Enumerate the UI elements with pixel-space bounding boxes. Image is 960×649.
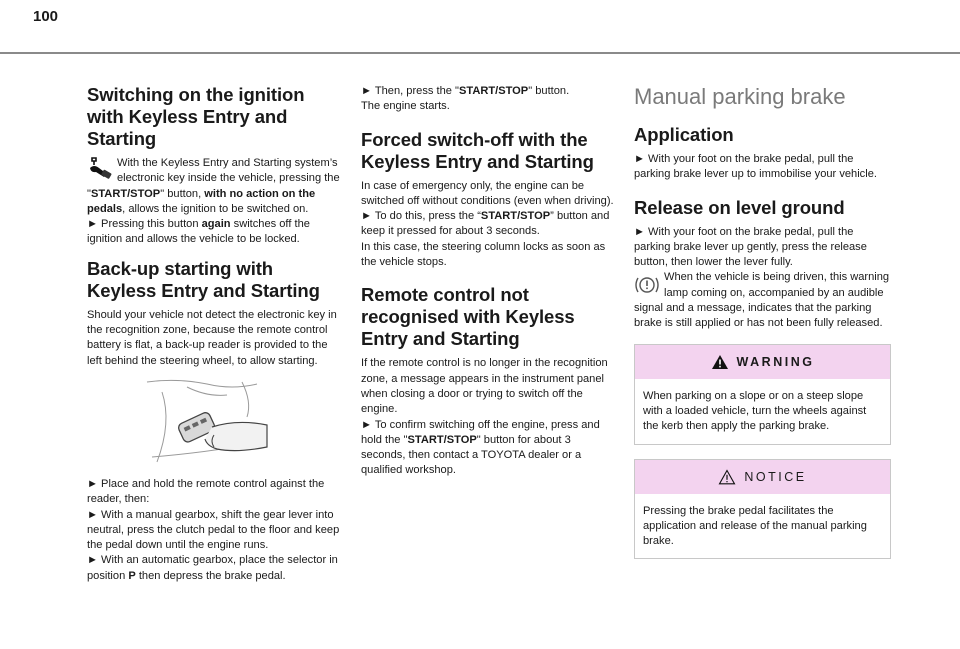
- section-title: Switching on the ignition with Keyless Entry and Starting: [87, 84, 305, 149]
- paragraph: If the remote control is no longer in the recognition zone, a message appears in the instrument panel when closing a door or trying to switch off the engine.: [361, 357, 608, 416]
- paragraph: ► Then, press the "START/STOP" button.: [361, 85, 570, 97]
- paragraph: ► Place and hold the remote control against the reader, then:: [87, 477, 325, 506]
- section-title: Back-up starting with Keyless Entry and Starting: [87, 257, 320, 301]
- column-1: [87, 84, 343, 594]
- section-remote-not-recognised: [361, 284, 617, 478]
- paragraph: ► Pressing this button again switches off the ignition and allows the vehicle to be locked.: [87, 218, 310, 246]
- parking-brake-warning-lamp-icon: [634, 274, 660, 296]
- warning-icon: [711, 354, 729, 370]
- keyless-key-icon: [87, 156, 113, 180]
- section-backup-starting: [87, 258, 343, 584]
- section-release-level-ground: [634, 197, 891, 332]
- chapter-title: Manual parking brake: [634, 84, 846, 109]
- section-forced-switch-off: [361, 129, 617, 271]
- column-2: [361, 84, 617, 489]
- section-title: Forced switch-off with the Keyless Entry and Starting: [361, 128, 594, 172]
- paragraph: ► To confirm switching off the engine, press and hold the "START/STOP" button for about 3 seconds, then contact a TOYOTA dealer or a qualified workshop.: [361, 418, 600, 477]
- paragraph: ► With an automatic gearbox, place the selector in position P then depress the brake pedal.: [87, 554, 338, 582]
- warning-body: When parking on a slope or on a steep slope with a loaded vehicle, turn the wheels against the kerb then apply the parking brake.: [643, 389, 867, 433]
- paragraph: ► With a manual gearbox, shift the gear lever into neutral, press the clutch pedal to the floor and keep the pedal down until the engine runs.: [87, 508, 340, 552]
- paragraph: ► With your foot on the brake pedal, pull the parking brake lever up gently, press the release button, then lower the lever fully.: [634, 225, 867, 269]
- notice-body: Pressing the brake pedal facilitates the application and release of the manual parking brake.: [643, 504, 867, 548]
- page-number: 100: [33, 8, 59, 25]
- paragraph: ► With your foot on the brake pedal, pull the parking brake lever up to immobilise your vehicle.: [634, 153, 877, 181]
- warning-header: WARNING: [635, 345, 890, 379]
- column-3: [634, 84, 891, 559]
- notice-header: NOTICE: [635, 460, 890, 494]
- section-title: Remote control not recognised with Keyless Entry and Starting: [361, 284, 575, 350]
- remote-reader-illustration: [142, 377, 272, 467]
- section-start-continued: [361, 84, 617, 115]
- notice-icon: [718, 469, 736, 485]
- warning-box: [634, 344, 891, 445]
- notice-box: [634, 459, 891, 560]
- paragraph: ► To do this, press the “START/STOP” button and keep it pressed for about 3 seconds.: [361, 210, 610, 238]
- paragraph: In case of emergency only, the engine can be switched off without conditions (even when driving).: [361, 179, 614, 207]
- header-rule: [0, 52, 960, 54]
- paragraph: In this case, the steering column locks as soon as the vehicle stops.: [361, 240, 606, 269]
- section-application: [634, 124, 891, 183]
- paragraph: The engine starts.: [361, 100, 450, 113]
- section-title: Application: [634, 124, 734, 145]
- section-title: Release on level ground: [634, 196, 845, 218]
- paragraph: With the Keyless Entry and Starting system’s electronic key inside the vehicle, pressing the "START/STOP" button, with no action on the pedals, allows the ignition to be switched on.: [87, 157, 340, 215]
- paragraph: Should your vehicle not detect the electronic key in the recognition zone, because the remote control battery is flat, a back-up reader is provided to the left behind the steering wheel, to allow starting.: [87, 308, 337, 367]
- paragraph: When the vehicle is being driven, this warning lamp coming on, accompanied by an audible signal and a message, indicates that the parking brake is still applied or has not been fully released.: [634, 271, 890, 330]
- section-keyless-ignition: [87, 84, 343, 248]
